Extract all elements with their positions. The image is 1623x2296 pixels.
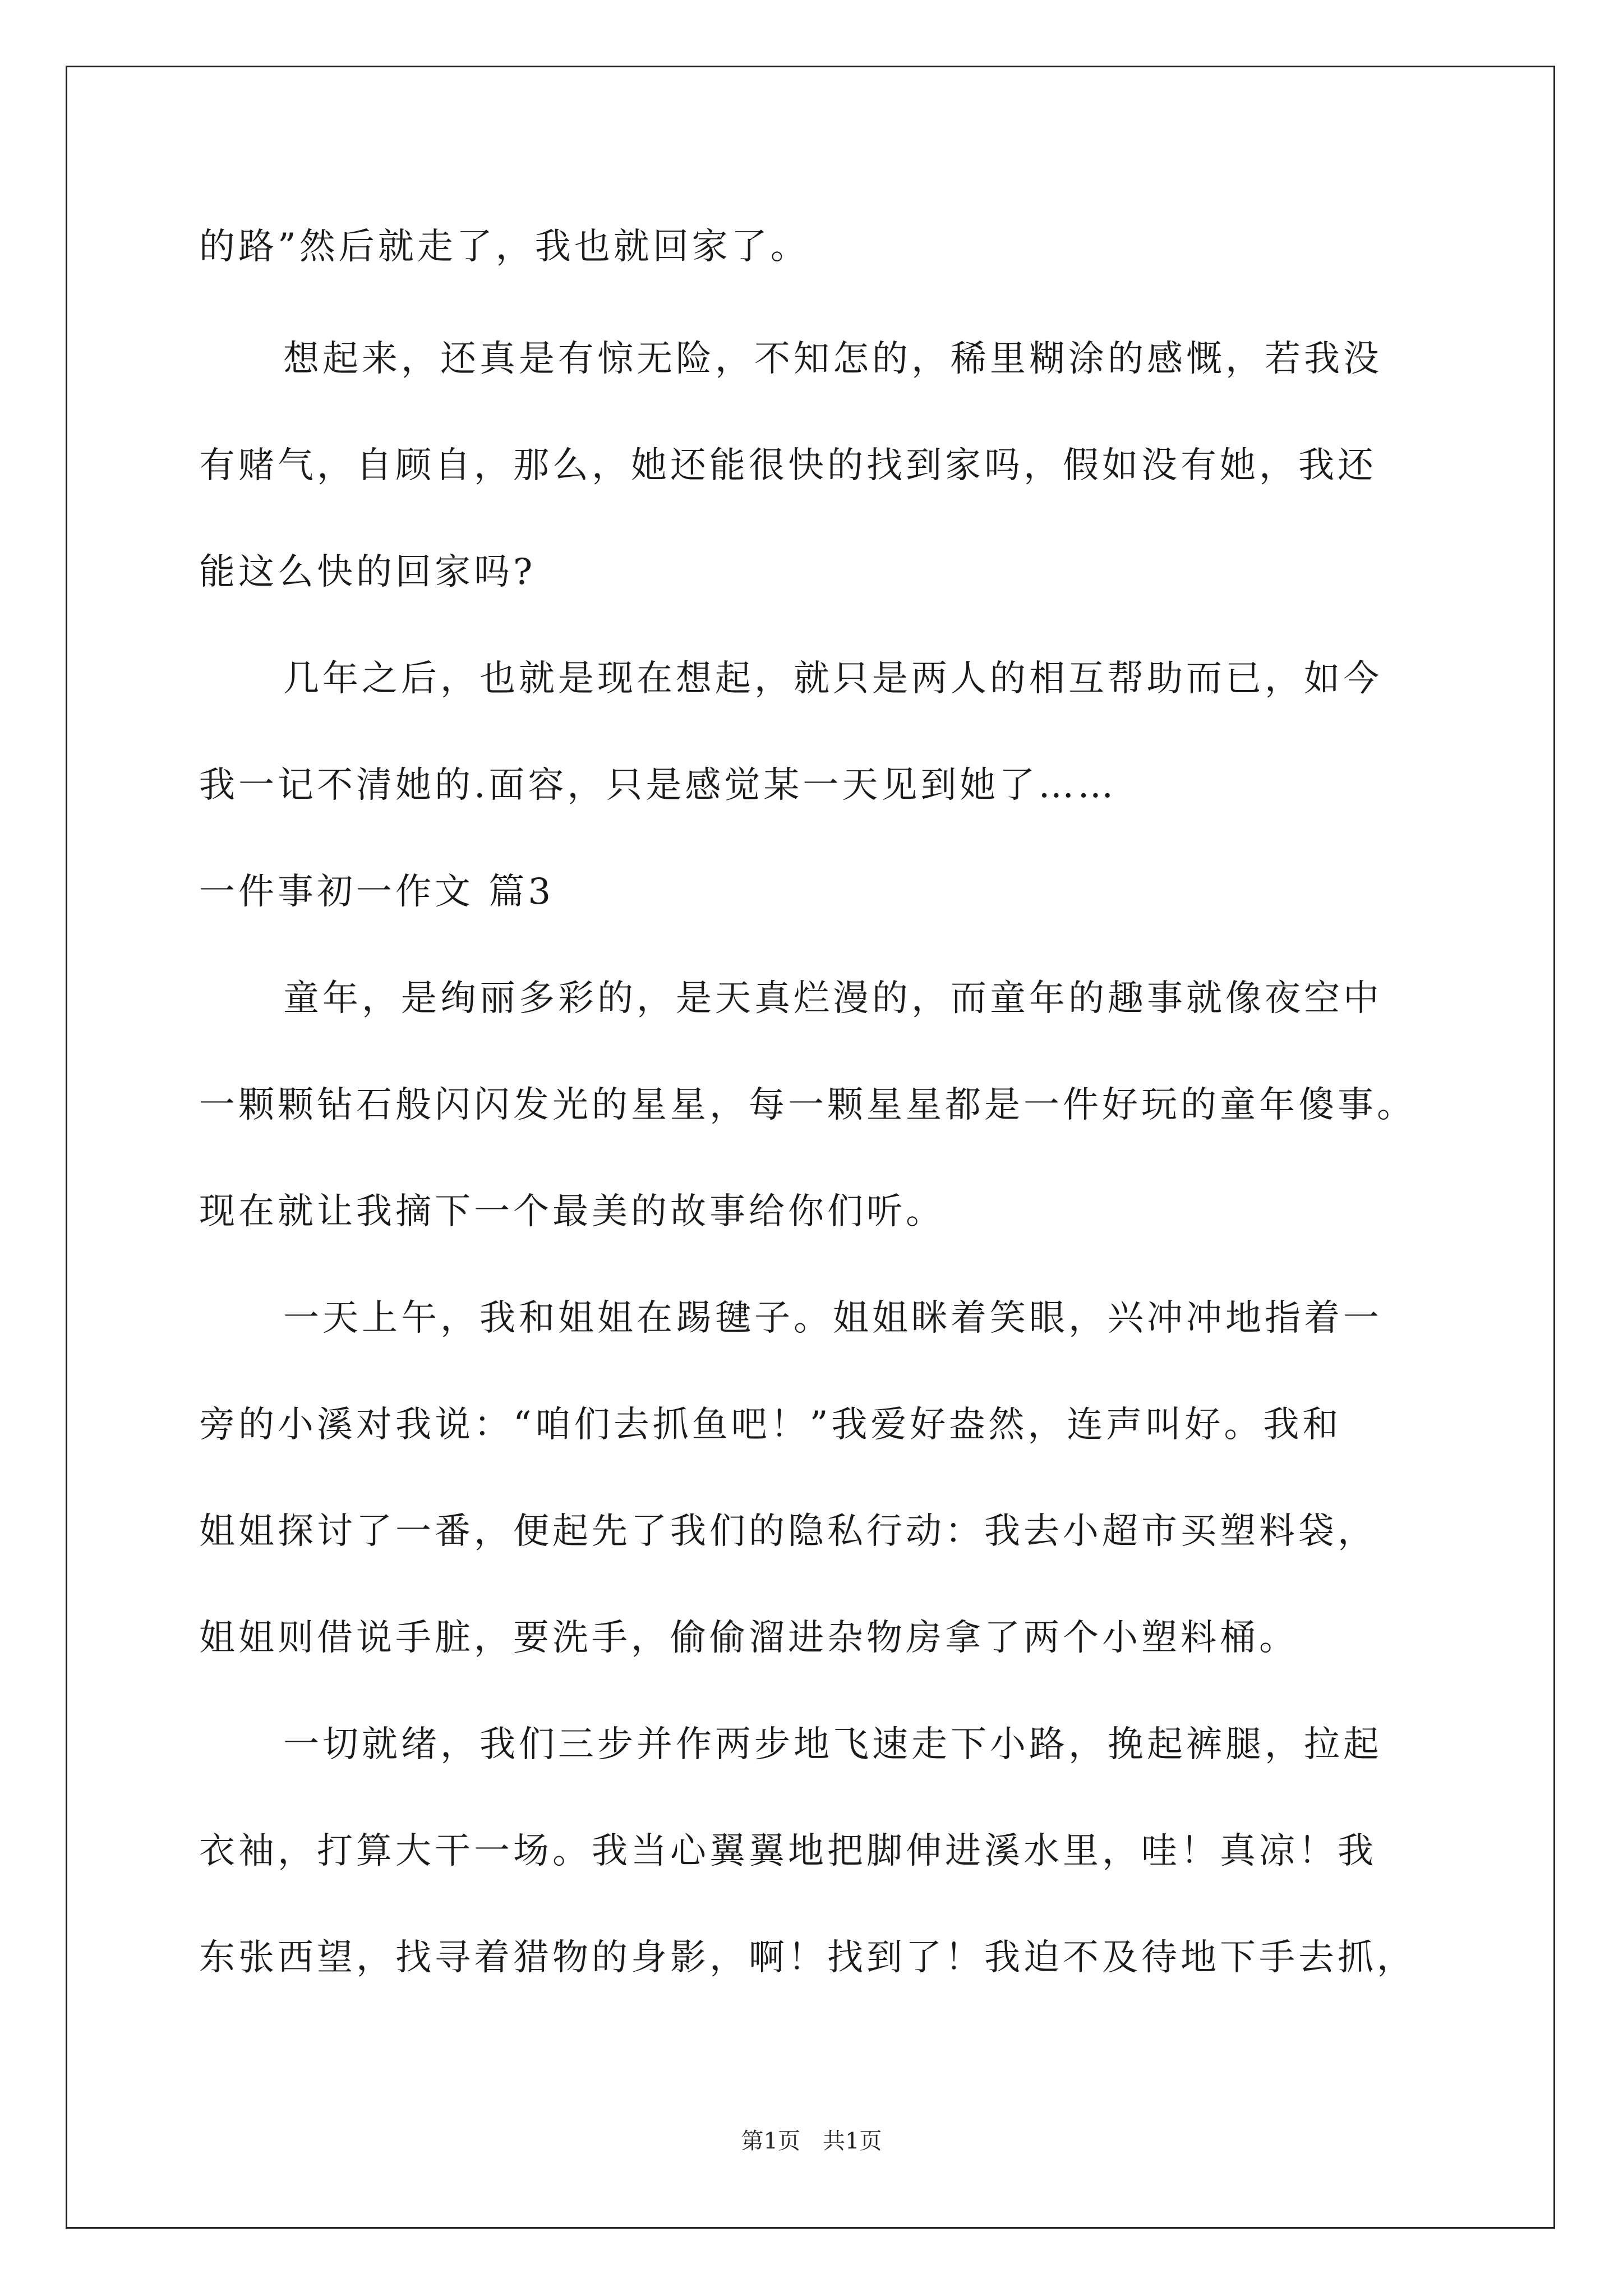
paragraph-line: 几年之后，也就是现在想起，就只是两人的相互帮助而已，如今: [283, 658, 1382, 700]
paragraph-line: 童年，是绚丽多彩的，是天真烂漫的，而童年的趣事就像夜空中: [283, 978, 1382, 1019]
text-line: 能这么快的回家吗?: [199, 551, 536, 593]
paragraph-line: 一天上午，我和姐姐在踢毽子。姐姐眯着笑眼，兴冲冲地指着一: [283, 1297, 1382, 1339]
text-line: 现在就让我摘下一个最美的故事给你们听。: [199, 1191, 945, 1232]
text-line: 姐姐则借说手脏，要洗手，偷偷溜进杂物房拿了两个小塑料桶。: [199, 1617, 1298, 1659]
text-line: 的路”然后就走了，我也就回家了。: [199, 226, 810, 268]
text-line: 我一记不清她的.面容，只是感觉某一天见到她了……: [199, 765, 1117, 806]
text-line: 一颗颗钻石般闪闪发光的星星，每一颗星星都是一件好玩的童年傻事。: [199, 1084, 1416, 1126]
text-line: 旁的小溪对我说：“咱们去抓鱼吧！”我爱好盎然，连声叫好。我和: [199, 1404, 1342, 1446]
section-heading: 一件事初一作文 篇3: [199, 871, 555, 913]
text-line: 衣袖，打算大干一场。我当心翼翼地把脚伸进溪水里，哇！真凉！我: [199, 1830, 1377, 1872]
text-line: 东张西望，找寻着猎物的身影，啊！找到了！我迫不及待地下手去抓，: [199, 1937, 1416, 1978]
page-number-footer: 第1页 共1页: [741, 2128, 882, 2154]
paragraph-line: 一切就绪，我们三步并作两步地飞速走下小路，挽起裤腿，拉起: [283, 1724, 1382, 1765]
text-line: 有赌气，自顾自，那么，她还能很快的找到家吗，假如没有她，我还: [199, 445, 1377, 486]
text-line: 姐姐探讨了一番，便起先了我们的隐私行动：我去小超市买塑料袋，: [199, 1511, 1377, 1552]
page-border: [66, 66, 1555, 2229]
paragraph-line: 想起来，还真是有惊无险，不知怎的，稀里糊涂的感慨，若我没: [283, 338, 1382, 380]
